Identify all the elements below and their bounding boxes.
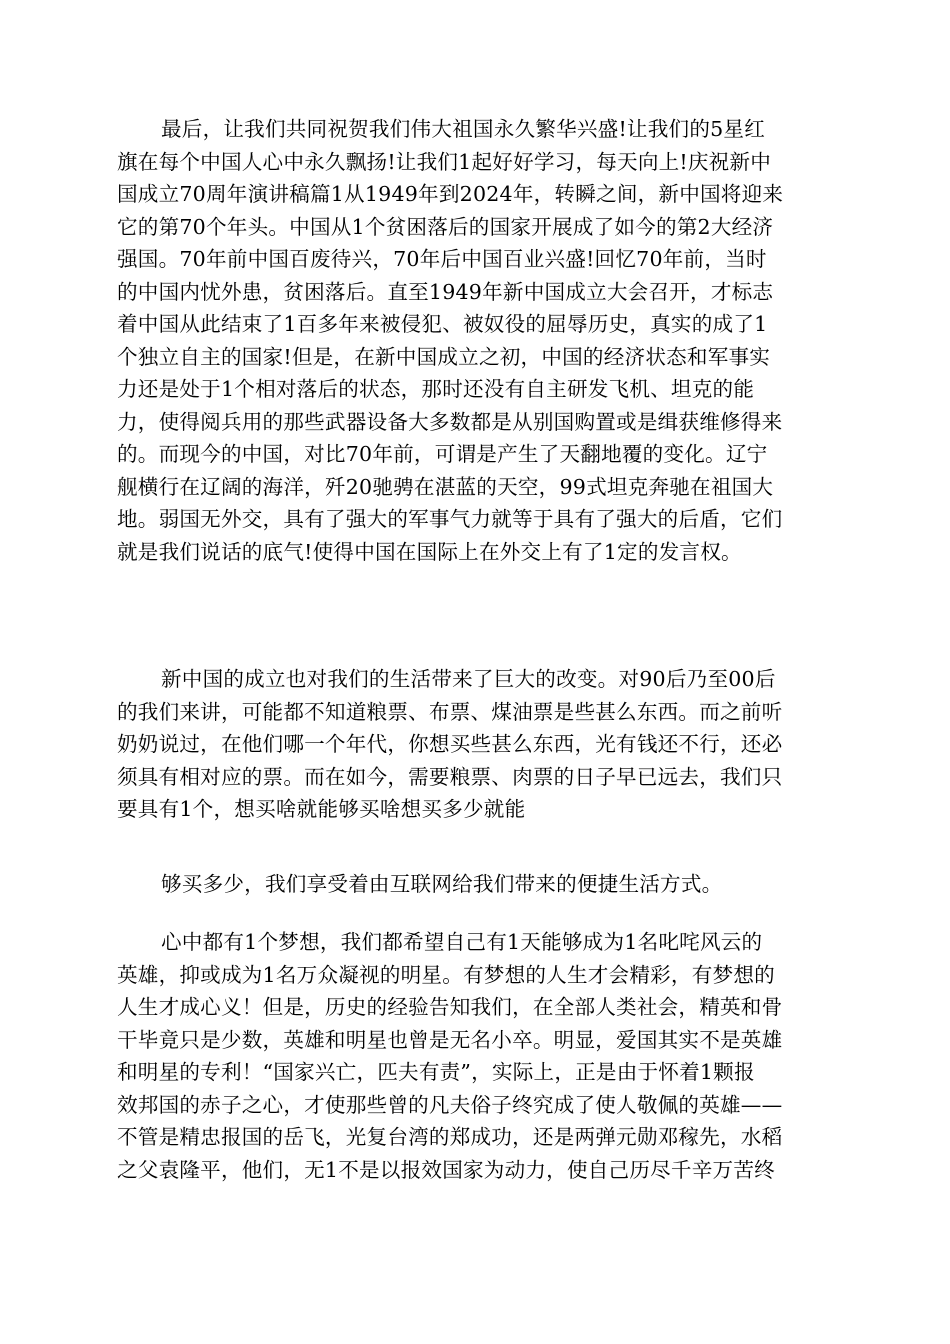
text-line: 的我们来讲，可能都不知道粮票、布票、煤油票是些甚么东西。而之前听 <box>117 699 783 724</box>
text-line: 新中国的成立也对我们的生活带来了巨大的改变。对90后乃至00后 <box>161 667 776 691</box>
text-line: 之父袁隆平，他们，无1不是以报效国家为动力，使自己历尽千辛万苦终 <box>117 1157 775 1182</box>
text-line: 力还是处于1个相对落后的状态，那时还没有自主研发飞机、坦克的能 <box>117 377 755 401</box>
paragraph-2 <box>117 663 833 826</box>
text-line: 够买多少，我们享受着由互联网给我们带来的便捷生活方式。 <box>161 872 723 896</box>
text-line: 它的第70个年头。中国从1个贫困落后的国家开展成了如今的第2大经济 <box>117 214 774 239</box>
text-line: 地。弱国无外交，具有了强大的军事气力就等于具有了强大的后盾，它们 <box>117 507 783 531</box>
text-line: 人生才成心义！但是，历史的经验告知我们，在全部人类社会，精英和骨 <box>117 995 783 1019</box>
text-line: 就是我们说话的底气!使得中国在国际上在外交上有了1定的发言权。 <box>117 539 742 564</box>
text-line: 最后，让我们共同祝贺我们伟大祖国永久繁华兴盛!让我们的5星红 <box>161 117 765 141</box>
text-line: 个独立自主的国家!但是，在新中国成立之初，中国的经济状态和军事实 <box>117 344 771 369</box>
text-line: 力，使得阅兵用的那些武器设备大多数都是从别国购置或是缉获维修得来 <box>117 409 783 434</box>
text-line: 不管是精忠报国的岳飞，光复台湾的郑成功，还是两弹元勋邓稼先，水稻 <box>117 1125 783 1149</box>
text-line: 要具有1个，想买啥就能够买啥想买多少就能 <box>117 797 526 821</box>
text-line: 的中国内忧外患，贫困落后。直至1949年新中国成立大会召开，才标志 <box>117 279 774 304</box>
paragraph-3 <box>117 868 833 901</box>
text-line: 舰横行在辽阔的海洋，歼20驰骋在湛蓝的天空，99式坦克奔驰在祖国大 <box>117 474 774 499</box>
text-line: 的。而现今的中国，对比70年前，可谓是产生了天翻地覆的变化。辽宁 <box>117 442 768 466</box>
text-line: 奶奶说过，在他们哪一个年代，你想买些甚么东西，光有钱还不行，还必 <box>117 732 783 756</box>
text-line: 国成立70周年演讲稿篇1从1949年到2024年，转瞬之间，新中国将迎来 <box>117 182 784 206</box>
text-line: 旗在每个中国人心中永久飘扬!让我们1起好好学习，每天向上!庆祝新中 <box>117 149 772 174</box>
text-line: 干毕竟只是少数，英雄和明星也曾是无名小卒。明显，爱国其实不是英雄 <box>117 1027 783 1052</box>
text-line: 英雄，抑或成为1名万众凝视的明星。有梦想的人生才会精彩，有梦想的 <box>117 962 775 987</box>
paragraph-4 <box>117 926 833 1186</box>
text-line: 效邦国的赤子之心，才使那些曾的凡夫俗子终究成了使人敬佩的英雄—— <box>117 1092 783 1117</box>
paragraph-1 <box>117 113 833 568</box>
text-line: 着中国从此结束了1百多年来被侵犯、被奴役的屈辱历史，真实的成了1 <box>117 312 768 336</box>
text-line: 须具有相对应的票。而在如今，需要粮票、肉票的日子早已远去，我们只 <box>117 764 783 789</box>
text-line: 心中都有1个梦想，我们都希望自己有1天能够成为1名叱咤风云的 <box>161 930 763 954</box>
text-line: 和明星的专利！“国家兴亡，匹夫有责”，实际上，正是由于怀着1颗报 <box>117 1060 755 1084</box>
text-line: 强国。70年前中国百废待兴，70年后中国百业兴盛!回忆70年前，当时 <box>117 247 767 271</box>
